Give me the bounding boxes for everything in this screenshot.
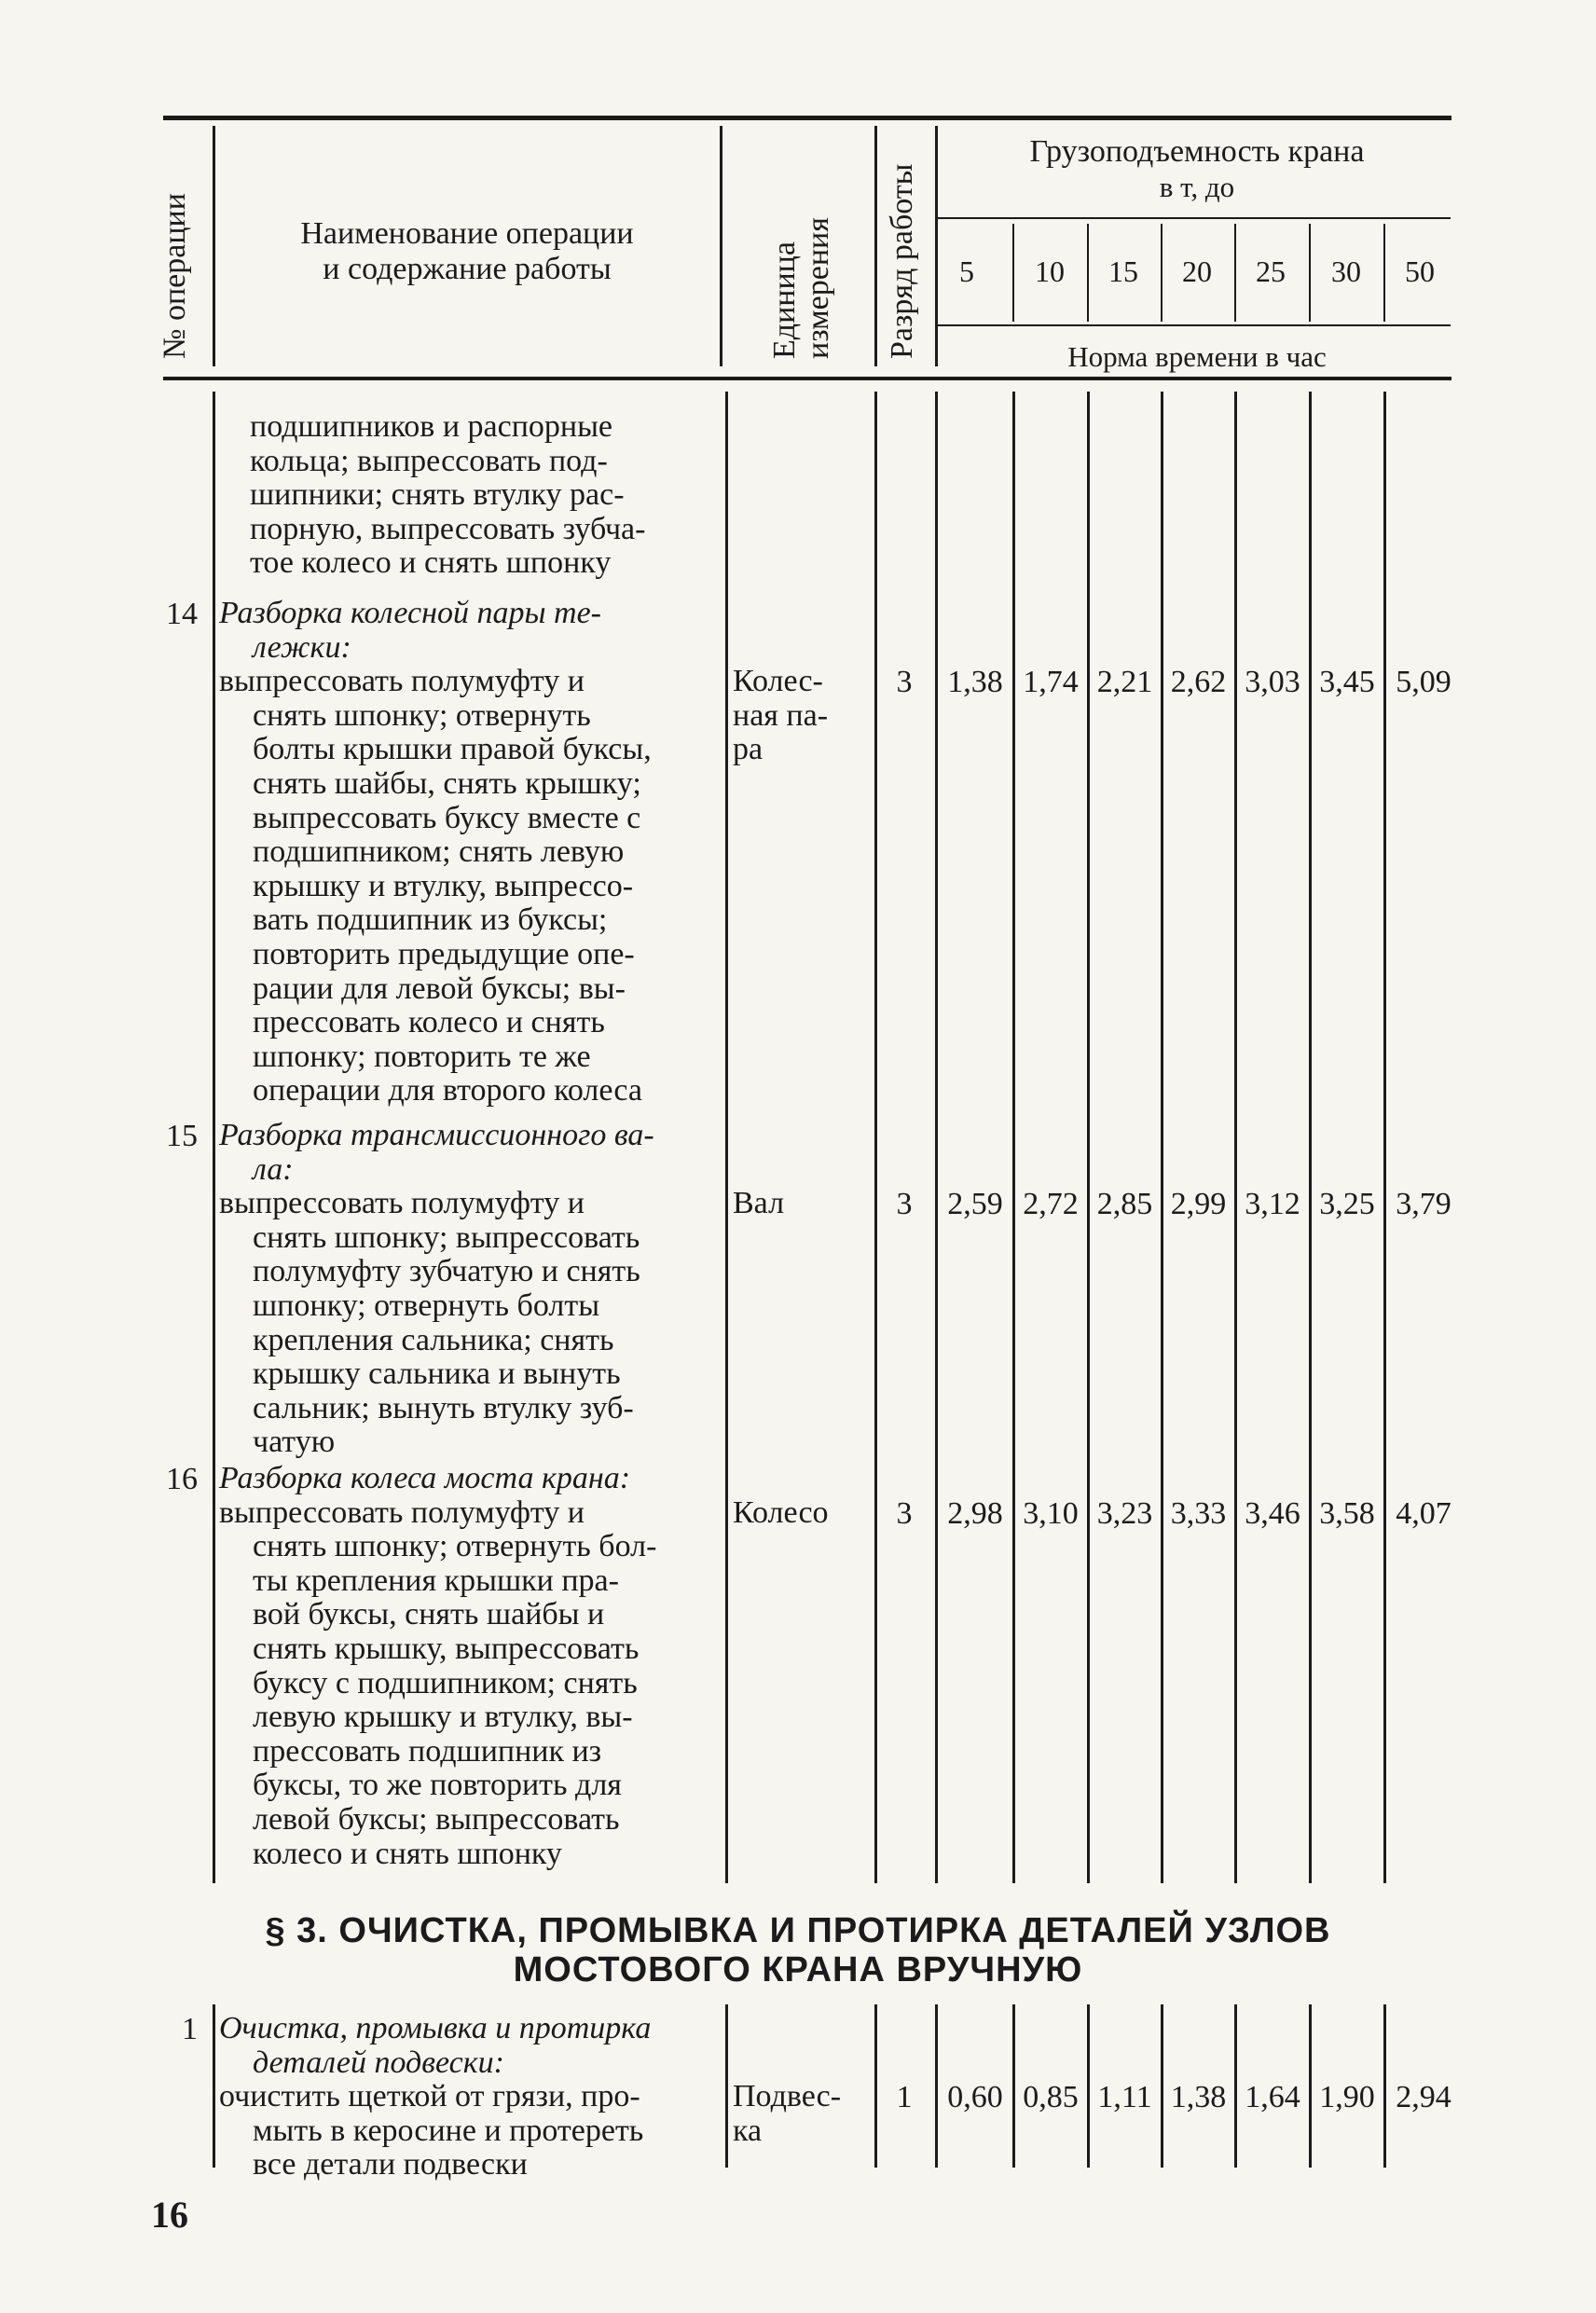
op-title: ла: — [253, 1151, 294, 1187]
unit-cell — [733, 1187, 882, 1221]
desc-line: прессовать подшипник из — [253, 1733, 602, 1769]
op-number: 1 — [182, 2012, 198, 2046]
unit-line: ка — [733, 2113, 763, 2148]
norm-value: 2,94 — [1396, 2080, 1452, 2114]
unit-line: ная па- — [733, 697, 829, 733]
desc-line: болты крышки правой буксы, — [253, 732, 652, 767]
op-title: Разборка колесной пары те- — [219, 596, 601, 630]
desc-line: буксы, то же повторить для — [253, 1768, 622, 1803]
desc-line: выпрессовать полумуфту и — [219, 1494, 585, 1530]
top-rule — [163, 116, 1452, 120]
desc-line: повторить предыдущие опе- — [253, 936, 635, 971]
op-title: Разборка колеса моста крана: — [219, 1461, 631, 1495]
grade-cell: 3 — [896, 1187, 913, 1221]
desc-line: мыть в керосине и протереть — [253, 2113, 644, 2148]
norm-value: 2,59 — [947, 1187, 1003, 1221]
capacity-divider — [1012, 224, 1014, 322]
capacity-col: 30 — [1331, 255, 1361, 288]
grade-cell: 3 — [896, 665, 913, 699]
desc-line: вать подшипник из буксы; — [253, 902, 608, 938]
desc-line: тое колесо и снять шпонку — [250, 545, 612, 581]
desc-line: сальник; вынуть втулку зуб- — [253, 1390, 634, 1425]
desc-line: крышку и втулку, выпрессо- — [253, 868, 634, 903]
desc-line: операции для второго колеса — [253, 1073, 642, 1108]
unit-line: Колесо — [733, 1495, 829, 1530]
capacity-divider — [1087, 224, 1089, 322]
norm-value: 2,85 — [1096, 1187, 1153, 1221]
column-line — [1161, 392, 1163, 1883]
column-line — [213, 392, 215, 1883]
desc-line: снять шпонку; отвернуть — [253, 697, 591, 733]
desc-line: шпонку; отвернуть болты — [253, 1287, 600, 1323]
capacity-col: 20 — [1182, 255, 1212, 288]
capacity-divider — [1234, 224, 1236, 322]
column-line — [935, 392, 938, 1883]
norm-value: 1,38 — [947, 665, 1003, 699]
capacity-divider — [1161, 224, 1163, 322]
column-line — [1012, 392, 1015, 1883]
desc-line: подшипником; снять левую — [253, 834, 625, 870]
desc-line: все детали подвески — [253, 2147, 528, 2182]
norm-value: 3,46 — [1245, 1496, 1300, 1531]
header-capacity-line1: Грузоподъемность крана — [1029, 134, 1365, 169]
row-continuation — [250, 410, 716, 581]
desc-line: выпрессовать полумуфту и — [219, 664, 585, 699]
section-heading-line2: МОСТОВОГО КРАНА ВРУЧНУЮ — [513, 1950, 1083, 1989]
norm-value: 3,25 — [1319, 1187, 1375, 1221]
desc-line: снять шпонку; выпрессовать — [253, 1219, 640, 1255]
op-description — [219, 1119, 718, 1460]
desc-line: левой буксы; выпрессовать — [253, 1801, 620, 1837]
column-line — [725, 392, 728, 1883]
header-divider — [874, 126, 877, 366]
capacity-col: 50 — [1405, 255, 1435, 288]
desc-line: ты крепления крышки пра- — [253, 1563, 619, 1598]
page-number: 16 — [151, 2194, 188, 2236]
norm-rule — [938, 324, 1451, 326]
desc-line: снять шайбы, снять крышку; — [253, 765, 641, 801]
norm-value: 3,10 — [1023, 1496, 1079, 1531]
grade-cell: 1 — [896, 2080, 913, 2114]
norm-value: 0,60 — [947, 2080, 1003, 2114]
norm-value: 3,45 — [1319, 665, 1375, 699]
desc-line: левую крышку и втулку, вы- — [253, 1700, 633, 1735]
unit-line: Колес- — [733, 664, 823, 698]
column-line — [1383, 392, 1386, 1883]
norm-value: 3,23 — [1096, 1496, 1153, 1531]
section-heading-line1: § 3. ОЧИСТКА, ПРОМЫВКА И ПРОТИРКА ДЕТАЛЕЙ УЗЛОВ — [265, 1911, 1331, 1950]
norm-value: 3,58 — [1319, 1496, 1375, 1531]
norm-value: 2,99 — [1170, 1187, 1227, 1221]
desc-line: подшипников и распорные — [250, 409, 613, 444]
norm-value: 0,85 — [1023, 2080, 1079, 2114]
desc-line: кольца; выпрессовать под- — [250, 443, 608, 478]
capacity-col: 15 — [1108, 255, 1138, 288]
header-op-number: № операции — [158, 193, 192, 359]
unit-cell — [733, 665, 882, 767]
desc-line: шпонку; повторить те же — [253, 1039, 591, 1074]
desc-line: крепления сальника; снять — [253, 1322, 614, 1357]
header-unit-line1: Единица — [767, 241, 802, 359]
header-capacity — [942, 134, 1452, 205]
op-number: 14 — [166, 597, 198, 631]
op-title: деталей подвески: — [253, 2045, 504, 2080]
norm-value: 1,64 — [1245, 2080, 1300, 2114]
header-name — [220, 216, 714, 287]
header-divider — [935, 126, 938, 366]
header-divider — [720, 126, 722, 366]
unit-line: ра — [733, 732, 764, 767]
column-line — [1234, 392, 1237, 1883]
column-line — [874, 392, 877, 1883]
unit-line: Подвес- — [733, 2079, 842, 2113]
header-norm: Норма времени в час — [1067, 340, 1327, 373]
norm-value: 1,90 — [1319, 2080, 1375, 2114]
capacity-rule — [938, 217, 1451, 219]
column-line — [213, 2004, 215, 2168]
norm-value: 3,03 — [1245, 665, 1300, 699]
capacity-col: 5 — [959, 255, 974, 288]
desc-line: выпрессовать полумуфту и — [219, 1186, 585, 1221]
desc-line: рации для левой буксы; вы- — [253, 971, 626, 1006]
header-bottom-rule — [163, 377, 1452, 380]
header-grade: Разряд работы — [885, 163, 919, 359]
unit-cell — [733, 1496, 882, 1531]
header-unit-line2: измерения — [801, 217, 835, 359]
header-capacity-line2: в т, до — [1159, 171, 1235, 203]
op-description — [219, 597, 718, 1108]
desc-line: вой буксы, снять шайбы и — [253, 1597, 605, 1632]
desc-line: крышку сальника и вынуть — [253, 1356, 621, 1392]
norm-value: 3,12 — [1245, 1187, 1300, 1221]
column-line — [1309, 392, 1312, 1883]
norm-value: 1,11 — [1097, 2080, 1152, 2114]
norm-value: 2,62 — [1170, 665, 1227, 699]
desc-line: шипники; снять втулку рас- — [250, 477, 625, 513]
capacity-col: 25 — [1256, 255, 1286, 288]
op-title: лежки: — [253, 629, 351, 665]
desc-line: снять шпонку; отвернуть бол- — [253, 1529, 657, 1564]
unit-line: Вал — [733, 1186, 785, 1220]
norm-value: 1,74 — [1023, 665, 1079, 699]
desc-line: чатую — [253, 1425, 336, 1460]
header-name-line2: и содержание работы — [323, 252, 612, 286]
desc-line: снять крышку, выпрессовать — [253, 1631, 640, 1666]
desc-line: колесо и снять шпонку — [253, 1836, 562, 1871]
op-title: Очистка, промывка и протирка — [219, 2011, 652, 2045]
op-title: Разборка трансмиссионного ва- — [219, 1118, 654, 1152]
section-heading — [0, 1911, 1596, 1989]
norm-value: 3,79 — [1396, 1187, 1452, 1221]
desc-line: полумуфту зубчатую и снять — [253, 1254, 640, 1289]
desc-line: прессовать колесо и снять — [253, 1005, 605, 1040]
norm-value: 5,09 — [1396, 665, 1452, 699]
desc-line: выпрессовать буксу вместе с — [253, 800, 641, 835]
desc-line: буксу с подшипником; снять — [253, 1665, 638, 1700]
op-number: 16 — [166, 1462, 198, 1496]
column-line — [725, 2004, 728, 2168]
capacity-divider — [1309, 224, 1311, 322]
norm-value: 3,33 — [1170, 1496, 1227, 1531]
norm-value: 4,07 — [1396, 1496, 1452, 1531]
desc-line: очистить щеткой от грязи, про- — [219, 2079, 640, 2114]
capacity-divider — [1383, 224, 1385, 322]
norm-value: 1,38 — [1170, 2080, 1227, 2114]
op-number: 15 — [166, 1119, 198, 1153]
capacity-col: 10 — [1035, 255, 1065, 288]
header-divider — [213, 126, 215, 366]
norm-value: 2,72 — [1023, 1187, 1079, 1221]
op-description — [219, 2012, 718, 2182]
desc-line: порную, выпрессовать зубча- — [250, 511, 646, 546]
grade-cell: 3 — [896, 1496, 913, 1531]
column-line — [1087, 392, 1090, 1883]
norm-value: 2,98 — [947, 1496, 1003, 1531]
op-description — [219, 1462, 718, 1871]
norm-value: 2,21 — [1096, 665, 1153, 699]
unit-cell — [733, 2080, 882, 2148]
header-name-line1: Наименование операции — [300, 216, 634, 251]
